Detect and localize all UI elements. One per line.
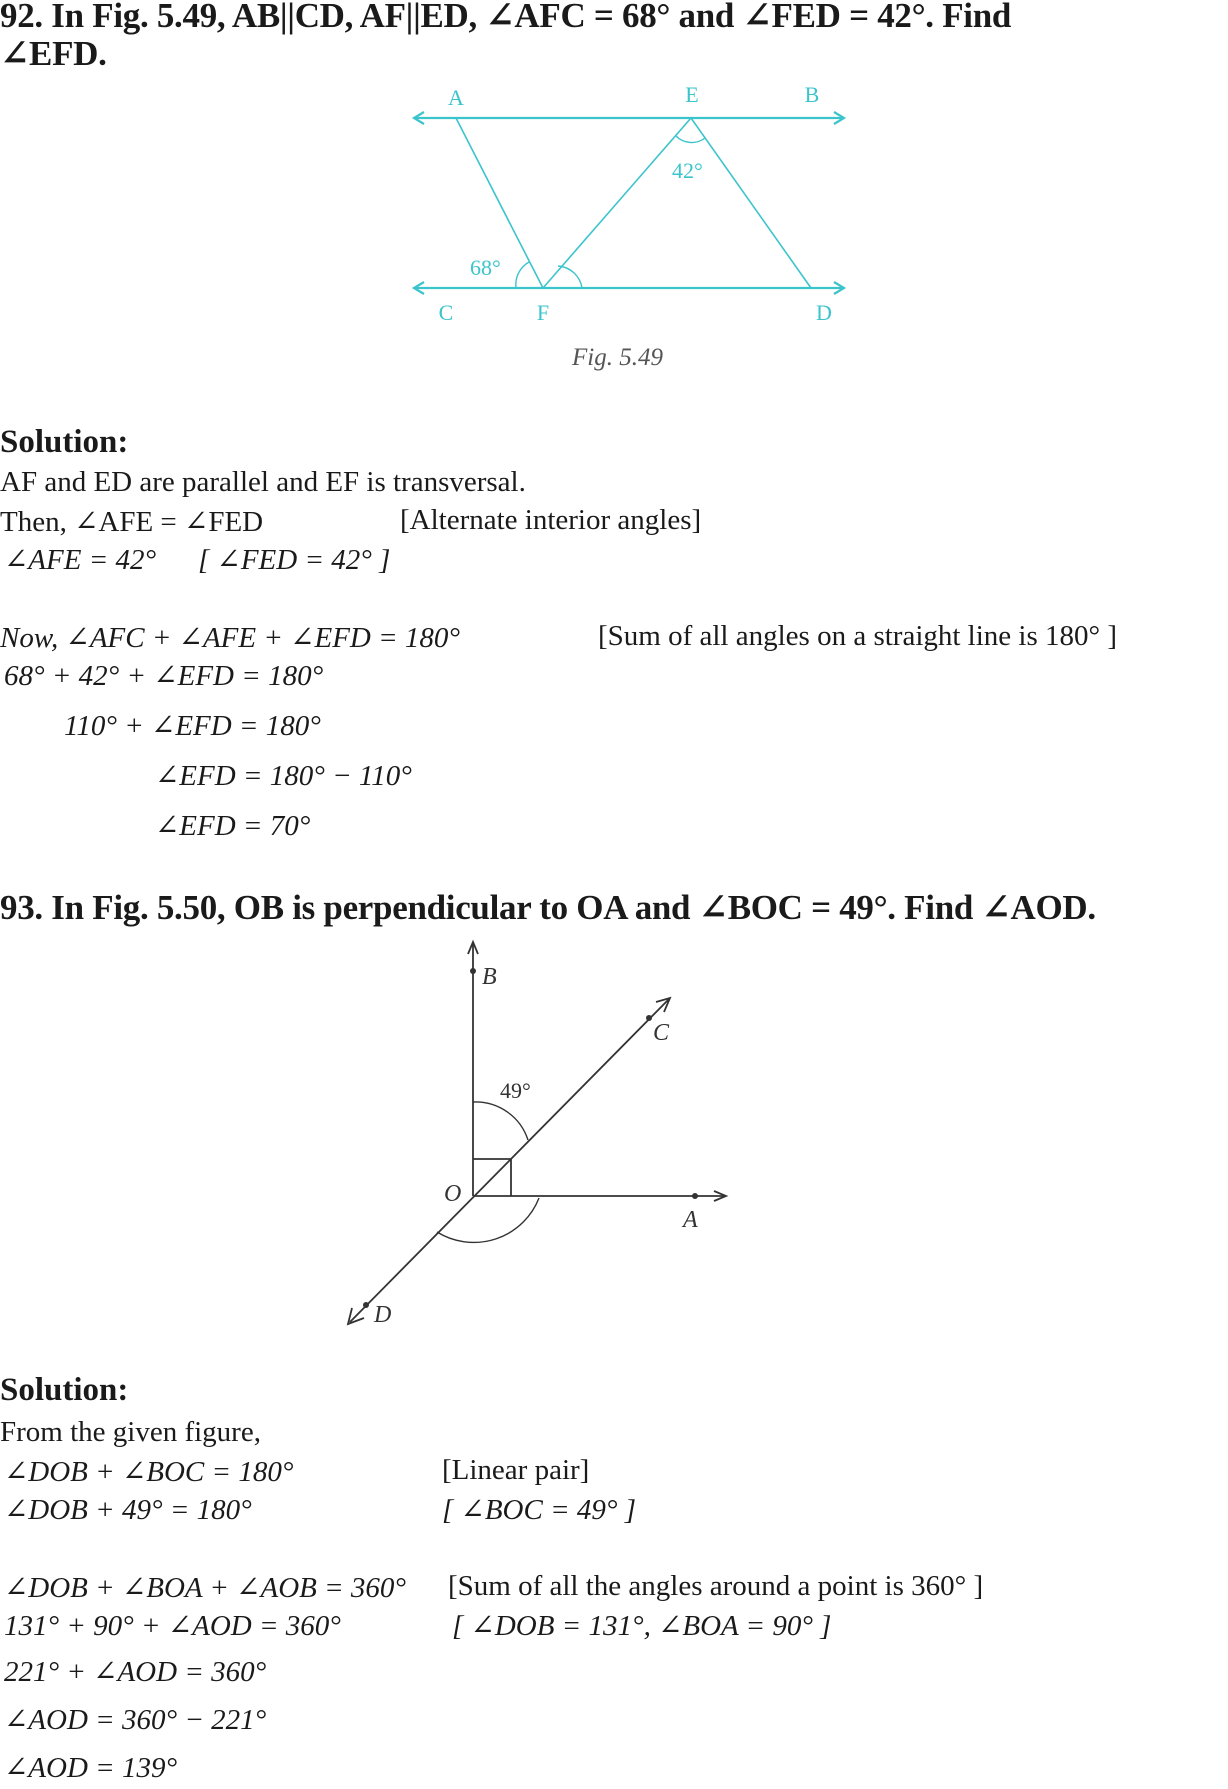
reason-linear-pair: [Linear pair] [442, 1454, 590, 1486]
label-c: C [653, 1020, 670, 1046]
reason-around-point: [Sum of all the angles around a point is 360° ] [448, 1570, 984, 1602]
solution-92-line-6: 110° + ∠EFD = 180° [64, 710, 321, 742]
solution-93-line-2: ∠DOB + ∠BOC = 180° [4, 1456, 294, 1488]
label-a: A [448, 85, 464, 110]
reason-fed: [ ∠FED = 42° ] [198, 544, 391, 576]
label-d: D [374, 1302, 392, 1328]
label-e: E [685, 82, 699, 107]
solution-heading-92: Solution: [0, 424, 129, 460]
label-c: C [438, 300, 454, 325]
solution-93-line-1: From the given figure, [0, 1416, 261, 1448]
figure-5-50 [320, 930, 740, 1330]
solution-93-line-3: ∠DOB + 49° = 180° [4, 1494, 252, 1526]
solution-93-line-8: ∠AOD = 139° [4, 1752, 178, 1784]
label-d: D [816, 300, 832, 325]
solution-92-line-3: ∠AFE = 42° [4, 544, 157, 576]
label-b: B [804, 82, 820, 107]
solution-93-line-5: 131° + 90° + ∠AOD = 360° [4, 1610, 341, 1642]
solution-92-line-2: Then, ∠AFE = ∠FED [0, 506, 264, 538]
label-o: O [444, 1181, 462, 1207]
label-a: A [683, 1207, 698, 1233]
solution-92-line-8: ∠EFD = 70° [155, 810, 311, 842]
reason-straight-line: [Sum of all angles on a straight line is 180° ] [598, 620, 1118, 652]
solution-93-line-4: ∠DOB + ∠BOA + ∠AOB = 360° [4, 1572, 407, 1604]
solution-92-line-1: AF and ED are parallel and EF is transversal. [0, 466, 526, 498]
solution-92-line-4: Now, ∠AFC + ∠AFE + ∠EFD = 180° [0, 622, 461, 654]
reason-dob-boa: [ ∠DOB = 131°, ∠BOA = 90° ] [452, 1610, 832, 1642]
figure-5-49 [400, 80, 860, 380]
question-93-title: 93. In Fig. 5.50, OB is perpendicular to OA and ∠BOC = 49°. Find ∠AOD. [0, 888, 1096, 927]
label-b: B [482, 964, 497, 990]
question-92-title-line2: ∠EFD. [0, 34, 107, 73]
figure-caption: Fig. 5.49 [572, 344, 663, 371]
angle-68-label: 68° [470, 255, 501, 280]
solution-92-line-7: ∠EFD = 180° − 110° [155, 760, 412, 792]
solution-93-line-7: ∠AOD = 360° − 221° [4, 1704, 267, 1736]
solution-93-line-6: 221° + ∠AOD = 360° [4, 1656, 267, 1688]
solution-92-line-5: 68° + 42° + ∠EFD = 180° [4, 660, 324, 692]
angle-42-label: 42° [672, 158, 703, 183]
angle-49-label: 49° [500, 1078, 531, 1103]
label-f: F [536, 300, 550, 325]
solution-heading-93: Solution: [0, 1372, 129, 1408]
reason-boc: [ ∠BOC = 49° ] [442, 1494, 637, 1526]
question-92-title-line1: 92. In Fig. 5.49, AB||CD, AF||ED, ∠AFC = 68° and ∠FED = 42°. Find [0, 0, 1012, 35]
reason-alternate-angles: [Alternate interior angles] [400, 504, 702, 536]
